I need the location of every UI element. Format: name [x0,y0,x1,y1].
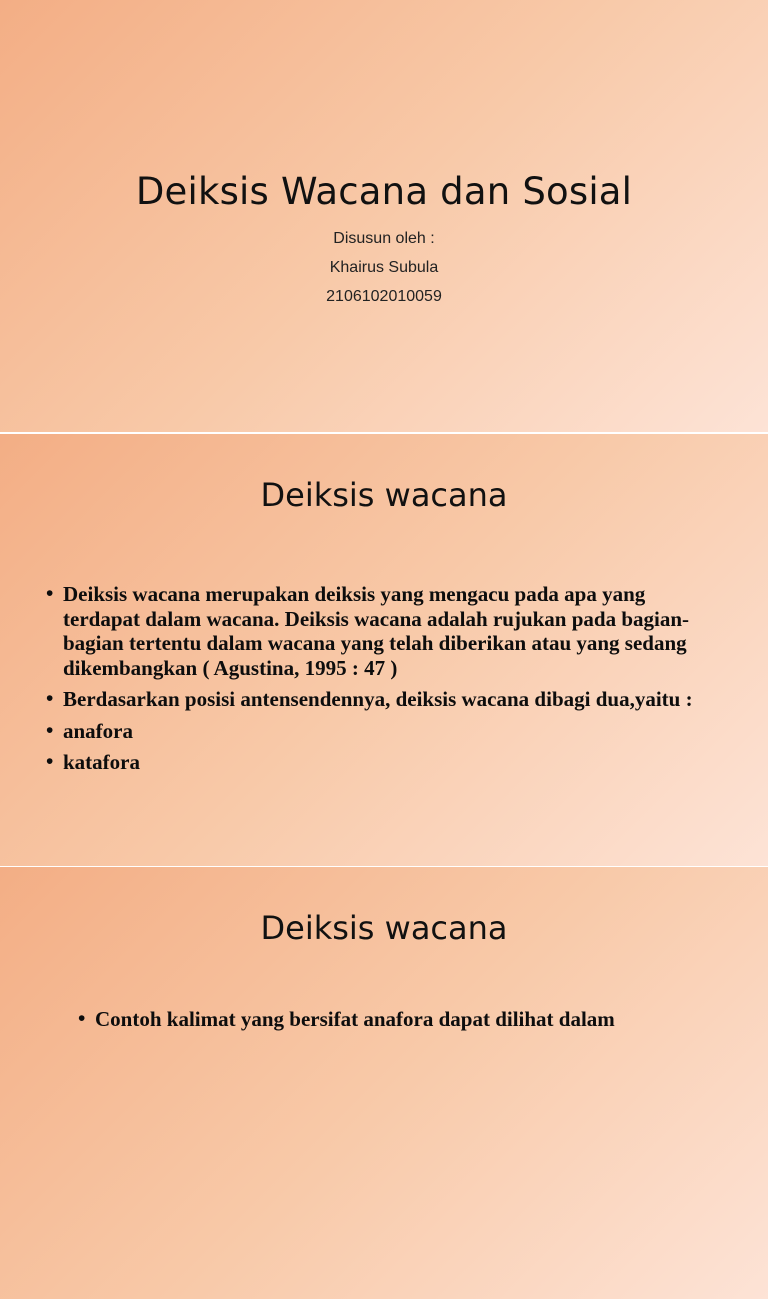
bullet-text: Deiksis wacana merupakan deiksis yang mengacu pada apa yang terdapat dalam wacana. Deiksis wacana adalah rujukan pada bagian-bagian tertentu dalam wacana yang telah diberikan atau yang sedang dikembangkan ( Agustina, 1995 : 47 ) [63,582,690,680]
bullet-icon: • [46,687,54,710]
content-slide-deiksis-wacana [0,434,768,866]
bullet-text: anafora [63,718,133,743]
bullet-item [78,1007,738,1032]
author-name: Khairus Subula [329,259,439,276]
bullet-icon: • [78,1007,86,1030]
bullet-item [46,687,706,712]
student-id: 2106102010059 [326,288,442,305]
bullet-item [46,582,706,680]
bullet-text: Contoh kalimat yang bersifat anafora dapat dilihat dalam [95,1007,615,1031]
author-label: Disusun oleh : [333,230,435,247]
presentation-title: Deiksis Wacana dan Sosial [135,170,633,213]
bullet-item [46,750,706,775]
bullet-icon: • [46,750,54,773]
bullet-item [46,719,706,744]
bullet-icon: • [46,718,54,742]
slide-title: Deiksis wacana [260,909,508,947]
bullet-text: katafora [63,750,140,774]
slide-title: Deiksis wacana [260,476,508,514]
content-slide-deiksis-wacana-example [0,867,768,1299]
title-slide [0,0,768,432]
bullet-list [46,582,706,782]
bullet-text: Berdasarkan posisi antensendennya, deiksis wacana dibagi dua,yaitu : [63,687,693,711]
bullet-list [78,1007,738,1039]
bullet-icon: • [46,582,54,605]
